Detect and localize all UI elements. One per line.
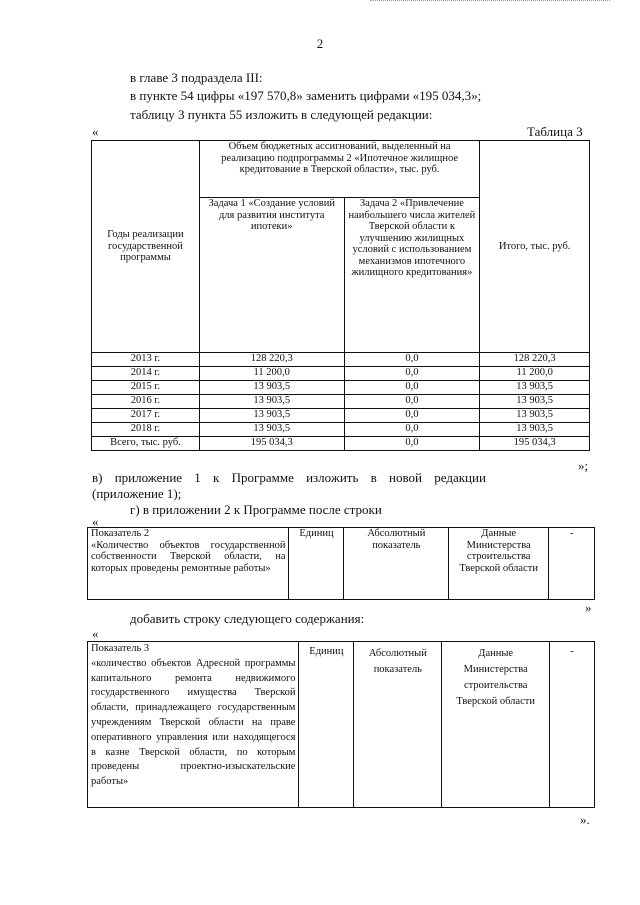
row2-dash: - — [550, 642, 595, 808]
table-cell: 13 903,5 — [480, 409, 590, 423]
row2-title: Показатель 3 — [91, 643, 150, 654]
table-cell: 11 200,0 — [199, 367, 344, 381]
row1-source: Данные Министерства строительства Тверской области — [449, 528, 549, 600]
table3-open-quote: « — [92, 124, 99, 139]
row1-indicator — [88, 528, 289, 600]
table-cell: 195 034,3 — [199, 437, 344, 451]
table-row: 2015 г. — [92, 381, 200, 395]
col-task2-header: Задача 2 «Привлечение наибольшего числа жителей Тверской области к улучшению жилищных условий с использованием механизмов ипотечного жилищного кредитования» — [344, 198, 480, 353]
scan-top-marks — [370, 0, 610, 4]
page-number: 2 — [316, 36, 324, 51]
add-row-text: добавить строку следующего содержания: — [130, 611, 365, 626]
indicator-row-1-table — [87, 527, 595, 600]
row1-unit: Единиц — [289, 528, 344, 600]
intro-line-3: таблицу 3 пункта 55 изложить в следующей редакции: — [130, 107, 433, 122]
table-cell: 13 903,5 — [199, 409, 344, 423]
table-row: 2018 г. — [92, 423, 200, 437]
table-cell: 0,0 — [344, 353, 480, 367]
table-row: 2014 г. — [92, 367, 200, 381]
table-row: 2013 г. — [92, 353, 200, 367]
table-cell: 13 903,5 — [480, 423, 590, 437]
table-cell: 13 903,5 — [480, 395, 590, 409]
table-row: 2016 г. — [92, 395, 200, 409]
row2-indicator — [88, 642, 299, 808]
row2-close-quote: ». — [580, 812, 590, 827]
table-cell: 128 220,3 — [480, 353, 590, 367]
table-cell: 0,0 — [344, 381, 480, 395]
row2-source: Данные Министерства строительства Тверской области — [442, 642, 550, 808]
row1-type: Абсолютный показатель — [344, 528, 449, 600]
table-cell: 11 200,0 — [480, 367, 590, 381]
table-cell: 0,0 — [344, 395, 480, 409]
item-v-line-1: в) приложение 1 к Программе изложить в новой редакции — [92, 470, 486, 485]
table3-caption: Таблица 3 — [527, 124, 583, 139]
table3-close-quote: »; — [578, 458, 589, 473]
table-cell: 0,0 — [344, 409, 480, 423]
col-task1-header: Задача 1 «Создание условий для развития института ипотеки» — [199, 198, 344, 353]
intro-line-2: в пункте 54 цифры «197 570,8» заменить цифрами «195 034,3»; — [130, 88, 482, 103]
table-cell: 0,0 — [344, 423, 480, 437]
table-cell: 0,0 — [344, 367, 480, 381]
table-cell: 195 034,3 — [480, 437, 590, 451]
col-years-header: Годы реализации государственной программы — [92, 141, 200, 353]
row2-type: Абсолютный показатель — [354, 642, 442, 808]
table-cell: 13 903,5 — [480, 381, 590, 395]
table-cell: 13 903,5 — [199, 423, 344, 437]
row1-desc: «Количество объектов государственной собственности Тверской области, на которых проведены ремонтные работы» — [91, 539, 286, 574]
row1-title: Показатель 2 — [91, 528, 150, 539]
row2-open-quote: « — [92, 626, 99, 641]
table-cell: 13 903,5 — [199, 395, 344, 409]
table-cell: 128 220,3 — [199, 353, 344, 367]
intro-line-1: в главе 3 подраздела III: — [130, 70, 263, 85]
table-row: 2017 г. — [92, 409, 200, 423]
table-cell: 0,0 — [344, 437, 480, 451]
table-row-total: Всего, тыс. руб. — [92, 437, 200, 451]
row2-unit: Единиц — [299, 642, 354, 808]
col-total-header: Итого, тыс. руб. — [480, 141, 590, 353]
col-group-header: Объем бюджетных ассигнований, выделенный на реализацию подпрограммы 2 «Ипотечное жилищное кредитование в Тверской области», тыс. руб. — [199, 141, 479, 198]
table-cell: 13 903,5 — [199, 381, 344, 395]
item-v-line-2: (приложение 1); — [92, 486, 182, 501]
row2-desc: «количество объектов Адресной программы капитального ремонта недвижимого государственного имущества Тверской области, принадлежащего государственным учреждениям Тверской области на праве оперативного управления или находящегося в казне Тверской области, по которым проведены проектно-изыскательские работы» — [91, 657, 296, 788]
indicator-row-3-table — [87, 641, 595, 808]
row1-dash: - — [549, 528, 595, 600]
row1-open-quote: « — [92, 514, 99, 529]
table3 — [91, 140, 590, 451]
item-g-line: г) в приложении 2 к Программе после строки — [130, 502, 382, 517]
row1-close-quote: » — [585, 600, 592, 615]
